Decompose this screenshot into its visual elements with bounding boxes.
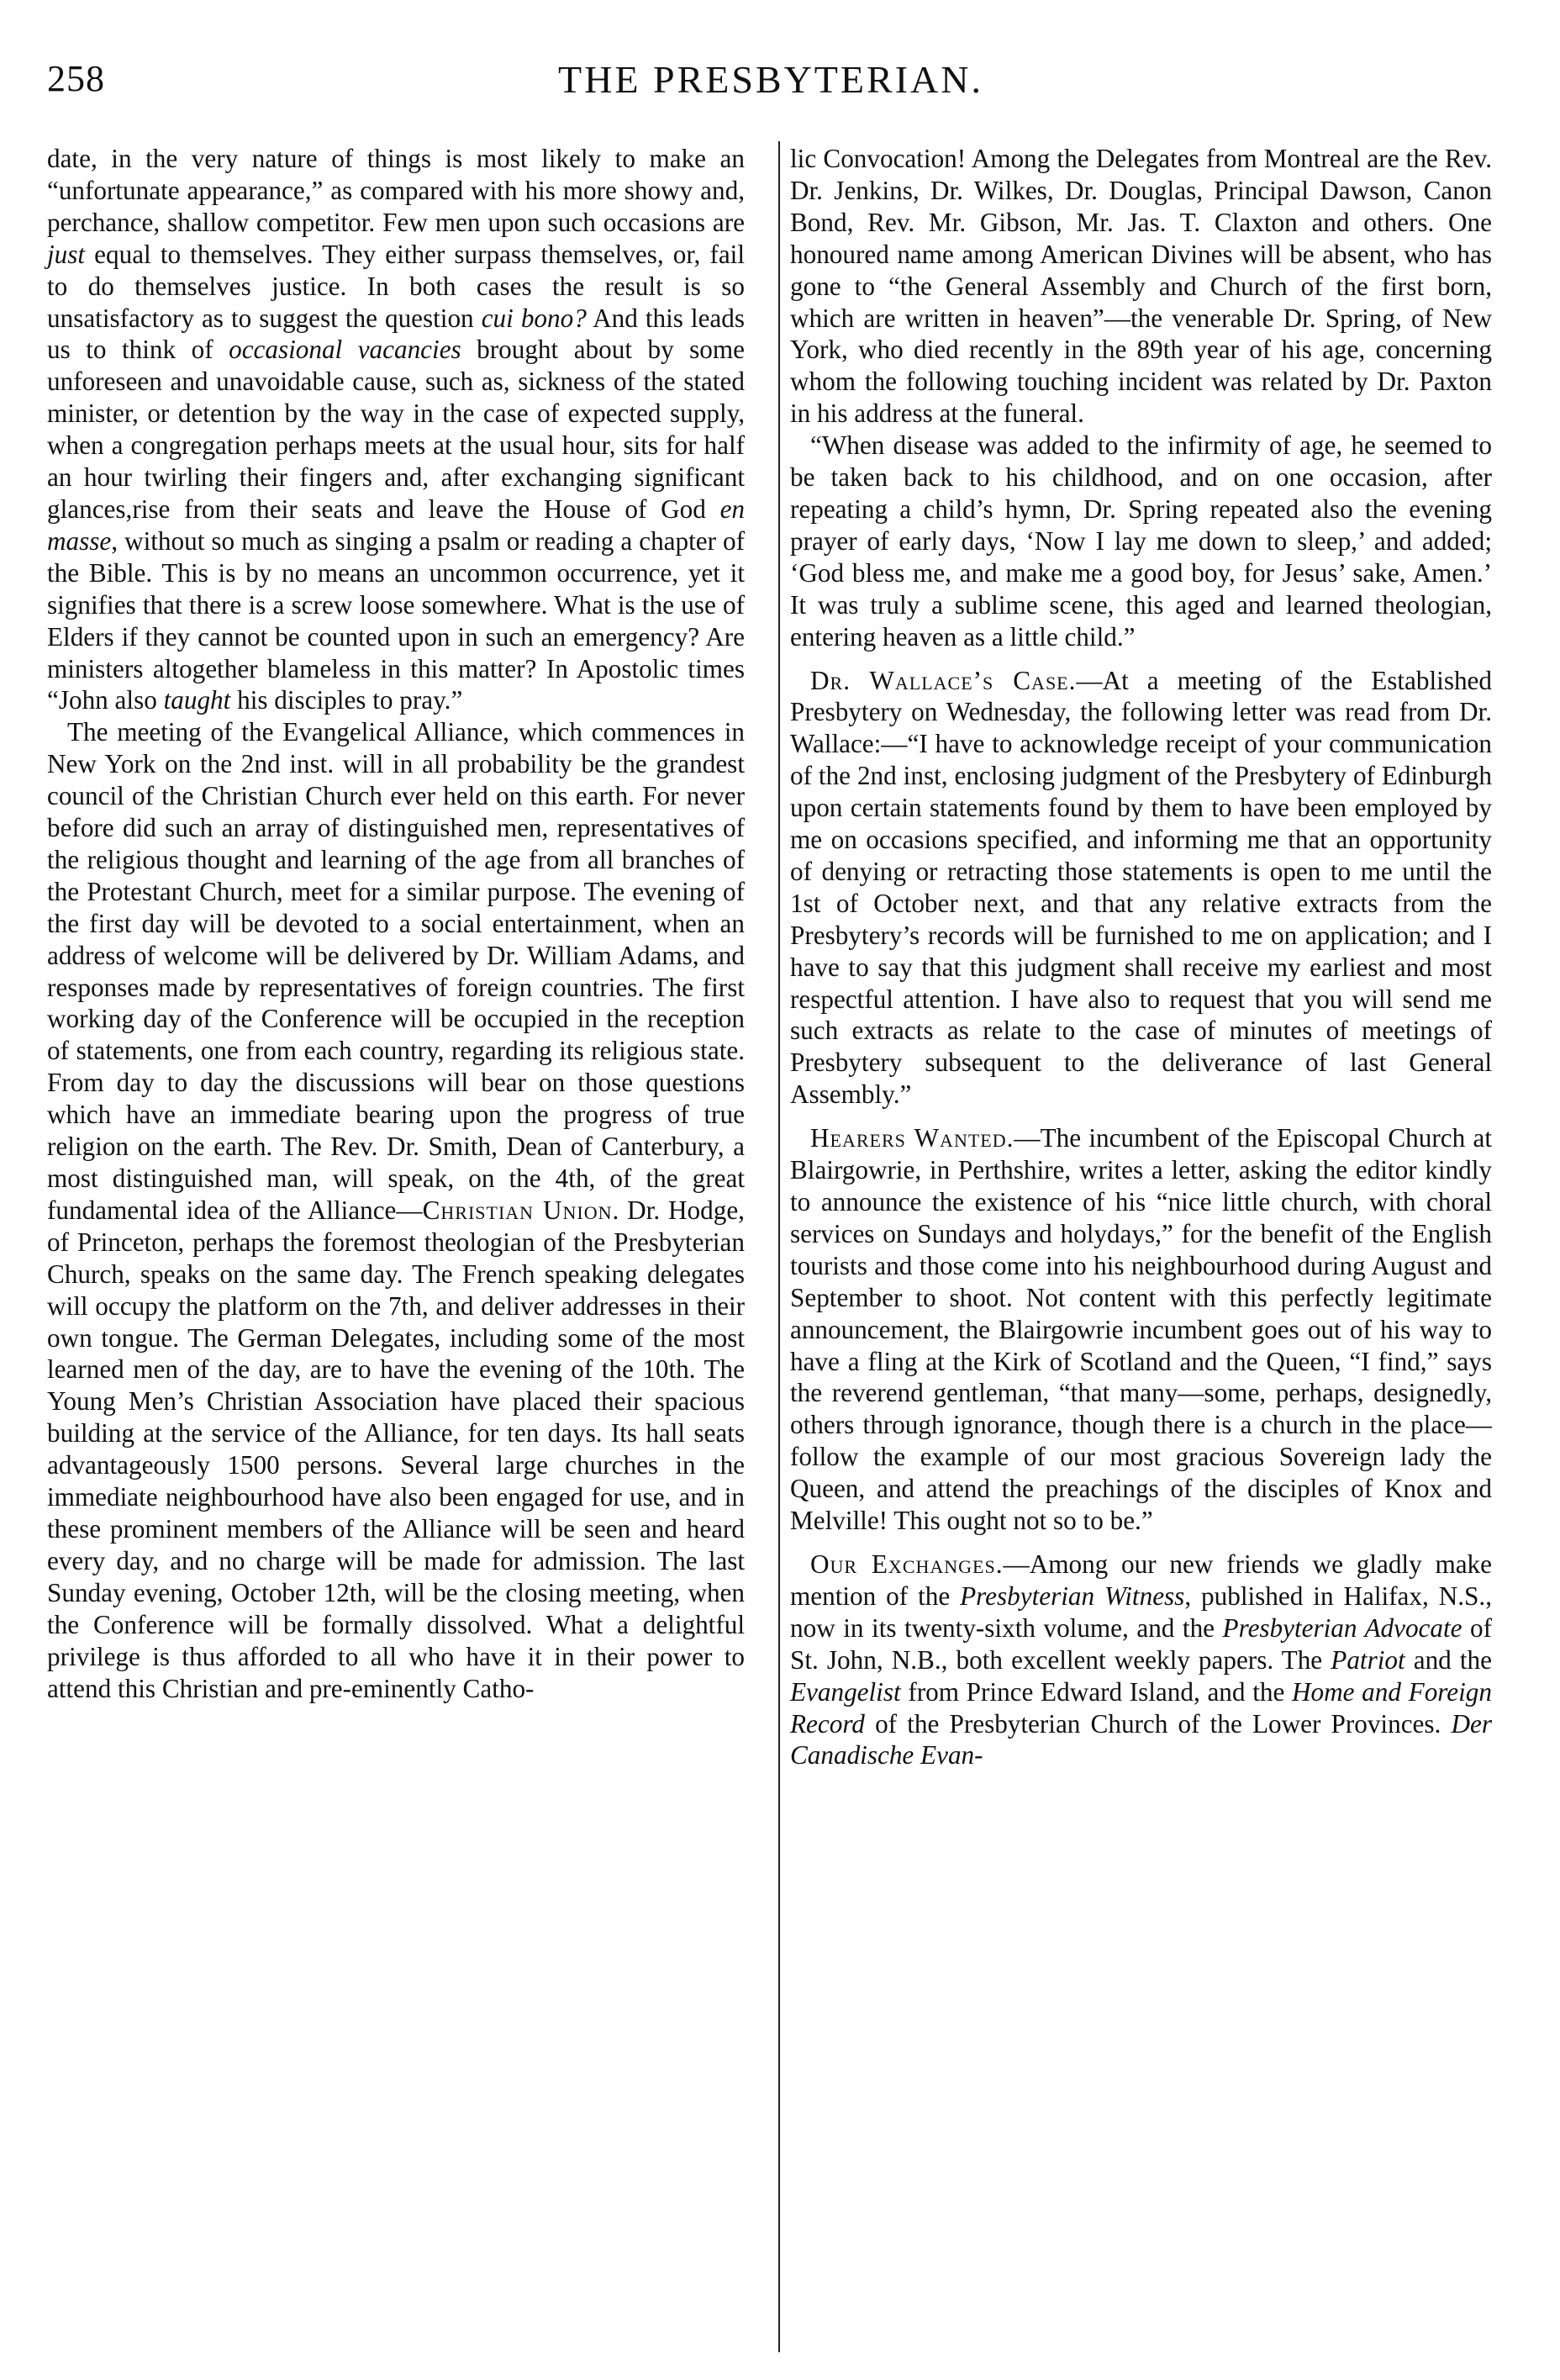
text-run: brought about by some unforeseen and unavoidable cause, such as, sickness of the stated minister, or detention by the way in the case of expected supply, when a congregation perhaps meets at the usual hour, sits for half an hour twirling their fingers and, after exchanging significant glances,rise from their seats and leave the House of God [47, 335, 745, 524]
text-run: —The incumbent of the Episcopal Church at Blairgowrie, in Perthshire, writes a letter, asking the editor kindly to announce the existence of his “nice little church, with choral services on Sundays and holydays,” for the benefit of the English tourists and those come into his neighbourhood during August and September to shoot. Not content with this perfectly legitimate announcement, the Blairgowrie incumbent goes out of his way to have a fling at the Kirk of Scotland and the Queen, “I find,” says the reverend gentleman, “that many—some, perhaps, designedly, others through ignorance, though there is a church in the place—follow the example of our most gracious Sovereign lady the Queen, and attend the preachings of the disciples of Knox and Melville! This ought not so to be.” [790, 1123, 1492, 1536]
text-run: his disciples to pray.” [230, 685, 463, 715]
section-heading: Our Exchanges. [810, 1549, 1004, 1579]
small-caps-text: Christian Union [422, 1195, 613, 1225]
page-header [47, 57, 1494, 124]
left-column [47, 143, 745, 1704]
page-number: 258 [47, 58, 105, 99]
text-run: And this leads us to think of [47, 303, 746, 365]
text-run: , without so much as singing a psalm or reading a chapter of the Bible. This is by no means an uncommon occurrence, yet it signifies that there is a screw loose somewhere. What is the use of Elders if they cannot be counted upon in such an emergency? Are ministers altogether blameless in this matter? In Apostolic times “John also [47, 525, 745, 715]
italic-text: Presbyterian Witness [960, 1581, 1185, 1611]
italic-text: taught [163, 685, 231, 715]
text-run: of the Presbyterian Church of the Lower Provinces. [864, 1708, 1452, 1739]
text-run: date, in the very nature of things is most likely to make an “unfortunate appearance,” as compared with his more showy and, perchance, shallow competitor. Few men upon such occasions are [47, 144, 745, 237]
text-run: . Dr. Hodge, of Princeton, perhaps the foremost theologian of the Presbyterian Church, speaks on the same day. The French speaking delegates will occupy the platform on the 7th, and deliver addresses in their own tongue. The German Delegates, including some of the most learned men of the day, are to have the evening of the 10th. The Young Men’s Christian Association have placed their spacious building at the service of the Alliance, for ten days. Its hall seats advantageously 1500 persons. Several large churches in the immediate neighbourhood have also been engaged for use, and in these prominent members of the Alliance will be seen and heard every day, and no charge will be made for admission. The last Sunday evening, October 12th, will be the closing meeting, when the Conference will be formally dissolved. What a delightful privilege is thus afforded to all who have it in their power to attend this Christian and pre-eminently Catho- [47, 1195, 745, 1703]
text-run: —Among our new friends we gladly make mention of the [790, 1549, 1492, 1611]
running-title: THE PRESBYTERIAN. [558, 58, 983, 101]
paragraph-dr-wallace-case [790, 665, 1492, 1111]
paragraph-convocation: lic Convocation! Among the Delegates from Montreal are the Rev. Dr. Jenkins, Dr. Wilkes, Dr. Douglas, Principal Dawson, Canon Bond, Rev. Mr. Gibson, Mr. Jas. T. Claxton and others. One honoured name among American Divines will be absent, who has gone to “the General Assembly and Church of the first born, which are written in heaven”—the venerable Dr. Spring, of New York, who died recently in the 89th year of his age, concerning whom the following touching incident was related by Dr. Paxton in his address at the funeral. [790, 144, 1492, 429]
italic-text: Patriot [1331, 1644, 1405, 1675]
column-divider [778, 141, 780, 2352]
italic-text: Presbyterian Advocate [1222, 1612, 1462, 1643]
section-heading: Hearers Wanted. [810, 1123, 1015, 1153]
text-run: equal to themselves. They either surpass themselves, or, fail to do themselves justice. In both cases the result is so unsatisfactory as to suggest the question [47, 239, 745, 333]
paragraph-hearers-wanted [790, 1122, 1492, 1537]
italic-text: Home and Foreign Record [790, 1676, 1492, 1739]
paragraph-evangelical-alliance [47, 716, 745, 1704]
text-run: —At a meeting of the Established Presbytery on Wednesday, the following letter was read from Dr. Wallace:—“I have to acknowledge receipt of your communication of the 2nd inst, enclosing judgment of the Presbytery of Edinburgh upon certain statements found by them to have been employed by me on occasions specified, and informing me that an opportunity of denying or retracting those statements is open to me until the 1st of October next, and that any relative extracts from the Presbytery’s records will be furnished to me on application; and I have to say that this judgment shall receive my earliest and most respectful attention. I have also to request that you will send me such extracts as relate to the case of minutes of meetings of Presbytery subsequent to the deliverance of last General Assembly.” [790, 665, 1492, 1110]
italic-text: Der Canadische Evan- [790, 1708, 1492, 1770]
text-run: , published in Halifax, N.S., now in its twenty-sixth volume, and the [790, 1581, 1492, 1643]
paragraph-occasional-vacancies [47, 143, 745, 716]
text-run: of St. John, N.B., both excellent weekly papers. The [790, 1612, 1492, 1675]
section-heading: Dr. Wallace’s Case. [810, 665, 1077, 695]
paragraph-dr-spring-quote: “When disease was added to the infirmity of age, he seemed to be taken back to his childhood, and on one occasion, after repeating a child’s hymn, Dr. Spring repeated also the evening prayer of early days, ‘Now I lay me down to sleep,’ and added; ‘God bless me, and make me a good boy, for Jesus’ sake, Amen.’ It was truly a sublime scene, this aged and learned theologian, entering heaven as a little child.” [790, 430, 1492, 652]
text-run: The meeting of the Evangelical Alliance, which commences in New York on the 2nd inst. will in all probability be the grandest council of the Christian Church ever held on this earth. For never before did such an array of distinguished men, representatives of the religious thought and learning of the age from all branches of the Protestant Church, meet for a similar purpose. The evening of the first day will be devoted to a social entertainment, when an address of welcome will be delivered by Dr. William Adams, and responses made by representatives of foreign countries. The first working day of the Conference will be occupied in the reception of statements, one from each country, regarding its religious state. From day to day the discussions will bear on those questions which have an immediate bearing upon the progress of true religion on the earth. The Rev. Dr. Smith, Dean of Canterbury, a most distinguished man, will speak, on the 4th, of the great fundamental idea of the Alliance— [47, 717, 745, 1225]
italic-text: cui bono? [481, 303, 587, 333]
text-run: from Prince Edward Island, and the [900, 1676, 1292, 1707]
italic-text: just [47, 239, 86, 269]
right-column [790, 143, 1492, 1771]
text-run: and the [1405, 1644, 1492, 1675]
italic-text: en masse [47, 493, 745, 556]
italic-text: occasional vacancies [229, 335, 461, 365]
paragraph-our-exchanges [790, 1549, 1492, 1771]
italic-text: Evangelist [790, 1676, 901, 1707]
